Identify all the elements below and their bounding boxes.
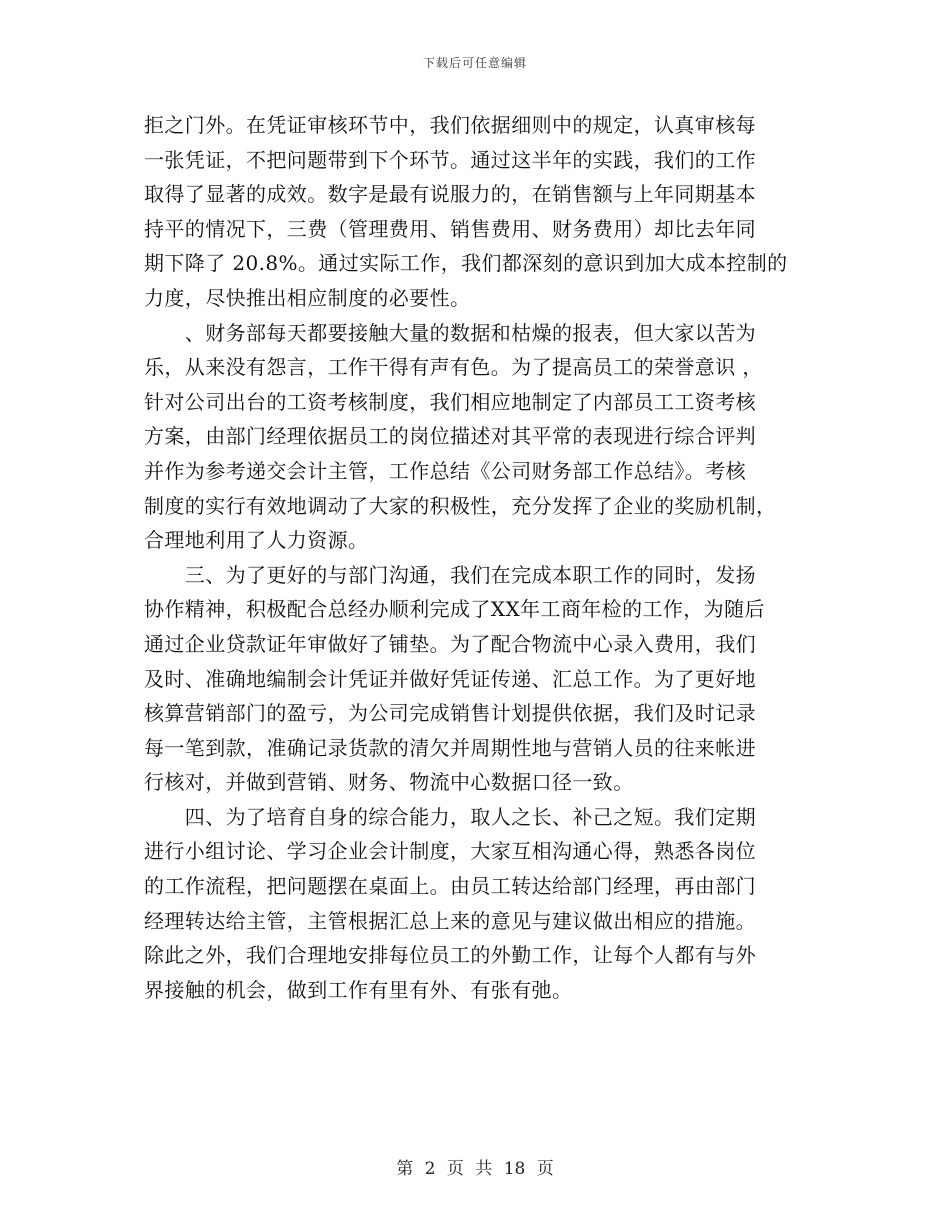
text-line: 协作精神，积极配合总经办顺利完成了XX年工商年检的工作，为随后: [144, 597, 765, 622]
paragraph-2: [144, 316, 809, 558]
text-line: 制度的实行有效地调动了大家的积极性，充分发挥了企业的奖励机制，: [144, 493, 777, 518]
page-footer: 第 2 页 共 18 页: [396, 1159, 554, 1179]
document-body: [144, 108, 809, 1007]
text-line: 及时、准确地编制会计凭证并做好凭证传递、汇总工作。为了更好地: [144, 666, 756, 691]
text-line: 每一笔到款，准确记录货款的清欠并周期性地与营销人员的往来帐进: [144, 735, 756, 760]
text-line: 进行小组讨论、学习企业会计制度，大家互相沟通心得，熟悉各岗位: [144, 839, 756, 864]
text-line: 三、为了更好的与部门沟通，我们在完成本职工作的同时，发扬: [144, 562, 756, 587]
paragraph-1: [144, 108, 809, 316]
text-line: 力度，尽快推出相应制度的必要性。: [144, 285, 471, 310]
text-line: 期下降了 20.8%。通过实际工作，我们都深刻的意识到加大成本控制的: [144, 251, 788, 276]
text-line: 通过企业贷款证年审做好了铺垫。为了配合物流中心录入费用，我们: [144, 631, 756, 656]
text-line: 方案，由部门经理依据员工的岗位描述对其平常的表现进行综合评判: [144, 424, 756, 449]
page-header: 下载后可任意编辑: [422, 56, 527, 70]
text-line: 取得了显著的成效。数字是最有说服力的，在销售额与上年同期基本: [144, 182, 756, 207]
text-line: 合理地利用了人力资源。: [144, 528, 369, 553]
text-line: 针对公司出台的工资考核制度，我们相应地制定了内部员工工资考核: [144, 389, 756, 414]
paragraph-4: [144, 800, 809, 1008]
text-line: 行核对，并做到营销、财务、物流中心数据口径一致。: [144, 770, 634, 795]
text-line: 一张凭证，不把问题带到下个环节。通过这半年的实践，我们的工作: [144, 147, 756, 172]
text-line: 的工作流程，把问题摆在桌面上。由员工转达给部门经理，再由部门: [144, 874, 756, 899]
text-line: 乐，从来没有怨言，工作干得有声有色。为了提高员工的荣誉意识 ，: [144, 355, 763, 380]
paragraph-3: [144, 558, 809, 800]
text-line: 持平的情况下，三费（管理费用、销售费用、财务费用）却比去年同: [144, 216, 756, 241]
text-line: 界接触的机会，做到工作有里有外、有张有弛。: [144, 977, 573, 1002]
text-line: 、财务部每天都要接触大量的数据和枯燥的报表，但大家以苦为: [144, 320, 756, 345]
text-line: 除此之外，我们合理地安排每位员工的外勤工作，让每个人都有与外: [144, 943, 756, 968]
text-line: 核算营销部门的盈亏，为公司完成销售计划提供依据，我们及时记录: [144, 701, 756, 726]
text-line: 并作为参考递交会计主管，工作总结《公司财务部工作总结》。考核: [144, 458, 746, 483]
text-line: 经理转达给主管，主管根据汇总上来的意见与建议做出相应的措施。: [144, 908, 756, 933]
text-line: 拒之门外。在凭证审核环节中，我们依据细则中的规定，认真审核每: [144, 113, 756, 137]
text-line: 四、为了培育自身的综合能力，取人之长、补己之短。我们定期: [144, 804, 756, 829]
